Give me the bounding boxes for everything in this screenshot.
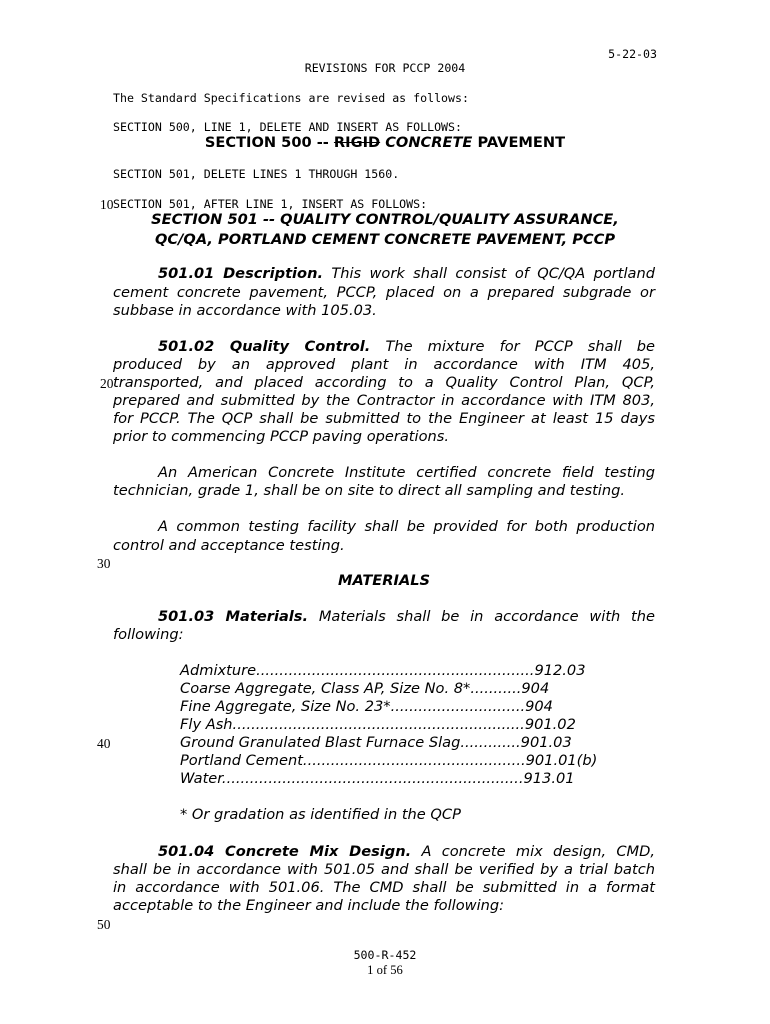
para-501-03-label: 501.03 Materials. bbox=[158, 608, 309, 625]
para-facility-text: A common testing facility shall be provided for both production bbox=[158, 518, 655, 535]
material-fine-aggregate: Fine Aggregate, Size No. 23*.............................904 bbox=[180, 698, 553, 715]
line-number-20: 20 bbox=[100, 376, 114, 391]
para-501-04-label: 501.04 Concrete Mix Design. bbox=[158, 843, 412, 860]
section-501-delete-instruction: SECTION 501, DELETE LINES 1 THROUGH 1560. bbox=[113, 167, 400, 181]
para-501-03-text: Materials shall be in accordance with the bbox=[318, 608, 656, 625]
material-portland-cement: Portland Cement................................................901.01(b) bbox=[180, 752, 598, 769]
para-501-02-label: 501.02 Quality Control. bbox=[158, 338, 371, 355]
para-501-03-line2: following: bbox=[113, 626, 184, 643]
para-aci-text: An American Concrete Institute certified concrete field testing bbox=[158, 464, 655, 481]
section-501-insert-instruction: SECTION 501, AFTER LINE 1, INSERT AS FOLLOWS: bbox=[113, 197, 428, 211]
para-501-04-line1 bbox=[113, 843, 655, 861]
line-number-40: 40 bbox=[97, 736, 111, 751]
para-501-02-line5: for PCCP. The QCP shall be submitted to the Engineer at least 15 days bbox=[113, 410, 655, 427]
para-501-01-line3: subbase in accordance with 105.03. bbox=[113, 302, 377, 319]
para-501-02-line3: transported, and placed according to a Quality Control Plan, QCP, bbox=[113, 374, 655, 391]
line-number-10: 10 bbox=[100, 197, 114, 212]
para-501-02-line6: prior to commencing PCCP paving operations. bbox=[113, 428, 449, 445]
footer-page-number: 1 of 56 bbox=[367, 963, 403, 977]
para-facility-line2: control and acceptance testing. bbox=[113, 537, 345, 554]
para-501-04-line3: in accordance with 501.06. The CMD shall be submitted in a format bbox=[113, 879, 655, 896]
page-title: REVISIONS FOR PCCP 2004 bbox=[304, 61, 466, 75]
para-501-02-line1 bbox=[113, 338, 655, 356]
para-501-04-line2: shall be in accordance with 501.05 and shall be verified by a trial batch bbox=[113, 861, 655, 878]
para-aci-line1 bbox=[113, 464, 655, 482]
material-water: Water.................................................................913.01 bbox=[180, 770, 575, 787]
material-admixture: Admixture............................................................912.03 bbox=[180, 662, 586, 679]
inserted-word: CONCRETE bbox=[385, 134, 473, 151]
heading-suffix: PAVEMENT bbox=[477, 134, 566, 151]
materials-footnote: * Or gradation as identified in the QCP bbox=[180, 806, 461, 823]
section-500-heading bbox=[113, 134, 657, 152]
deleted-word: RIGID bbox=[333, 134, 381, 151]
footer-doc-id: 500-R-452 bbox=[353, 948, 417, 962]
materials-heading: MATERIALS bbox=[337, 572, 431, 589]
para-501-01-text: This work shall consist of QC/QA portland bbox=[331, 265, 656, 282]
para-facility-line1 bbox=[113, 518, 655, 536]
para-501-01-label: 501.01 Description. bbox=[158, 265, 324, 282]
intro-text: The Standard Specifications are revised as follows: bbox=[113, 91, 469, 105]
material-ggbfs: Ground Granulated Blast Furnace Slag.............901.03 bbox=[180, 734, 572, 751]
material-fly-ash: Fly Ash...............................................................901.02 bbox=[180, 716, 576, 733]
para-501-02-line4: prepared and submitted by the Contractor in accordance with ITM 803, bbox=[113, 392, 655, 409]
para-501-04-line4: acceptable to the Engineer and include the following: bbox=[113, 897, 505, 914]
section-501-heading-line1: SECTION 501 -- QUALITY CONTROL/QUALITY ASSURANCE, bbox=[151, 211, 619, 228]
line-number-30: 30 bbox=[97, 556, 111, 571]
section-501-heading-line2: QC/QA, PORTLAND CEMENT CONCRETE PAVEMENT, PCCP bbox=[154, 231, 616, 248]
para-501-01-line2: cement concrete pavement, PCCP, placed on a prepared subgrade or bbox=[113, 284, 655, 301]
heading-prefix: SECTION 500 -- bbox=[204, 134, 334, 151]
line-number-50: 50 bbox=[97, 917, 111, 932]
para-501-03-line1 bbox=[113, 608, 655, 626]
para-501-04-text: A concrete mix design, CMD, bbox=[421, 843, 655, 860]
section-500-instruction: SECTION 500, LINE 1, DELETE AND INSERT AS FOLLOWS: bbox=[113, 120, 463, 134]
para-501-02-text: The mixture for PCCP shall be bbox=[385, 338, 655, 355]
revision-date: 5-22-03 bbox=[608, 47, 657, 61]
material-coarse-aggregate: Coarse Aggregate, Class AP, Size No. 8*...........904 bbox=[180, 680, 550, 697]
para-aci-line2: technician, grade 1, shall be on site to direct all sampling and testing. bbox=[113, 482, 625, 499]
para-501-01-line1 bbox=[113, 265, 655, 283]
para-501-02-line2: produced by an approved plant in accordance with ITM 405, bbox=[113, 356, 655, 373]
